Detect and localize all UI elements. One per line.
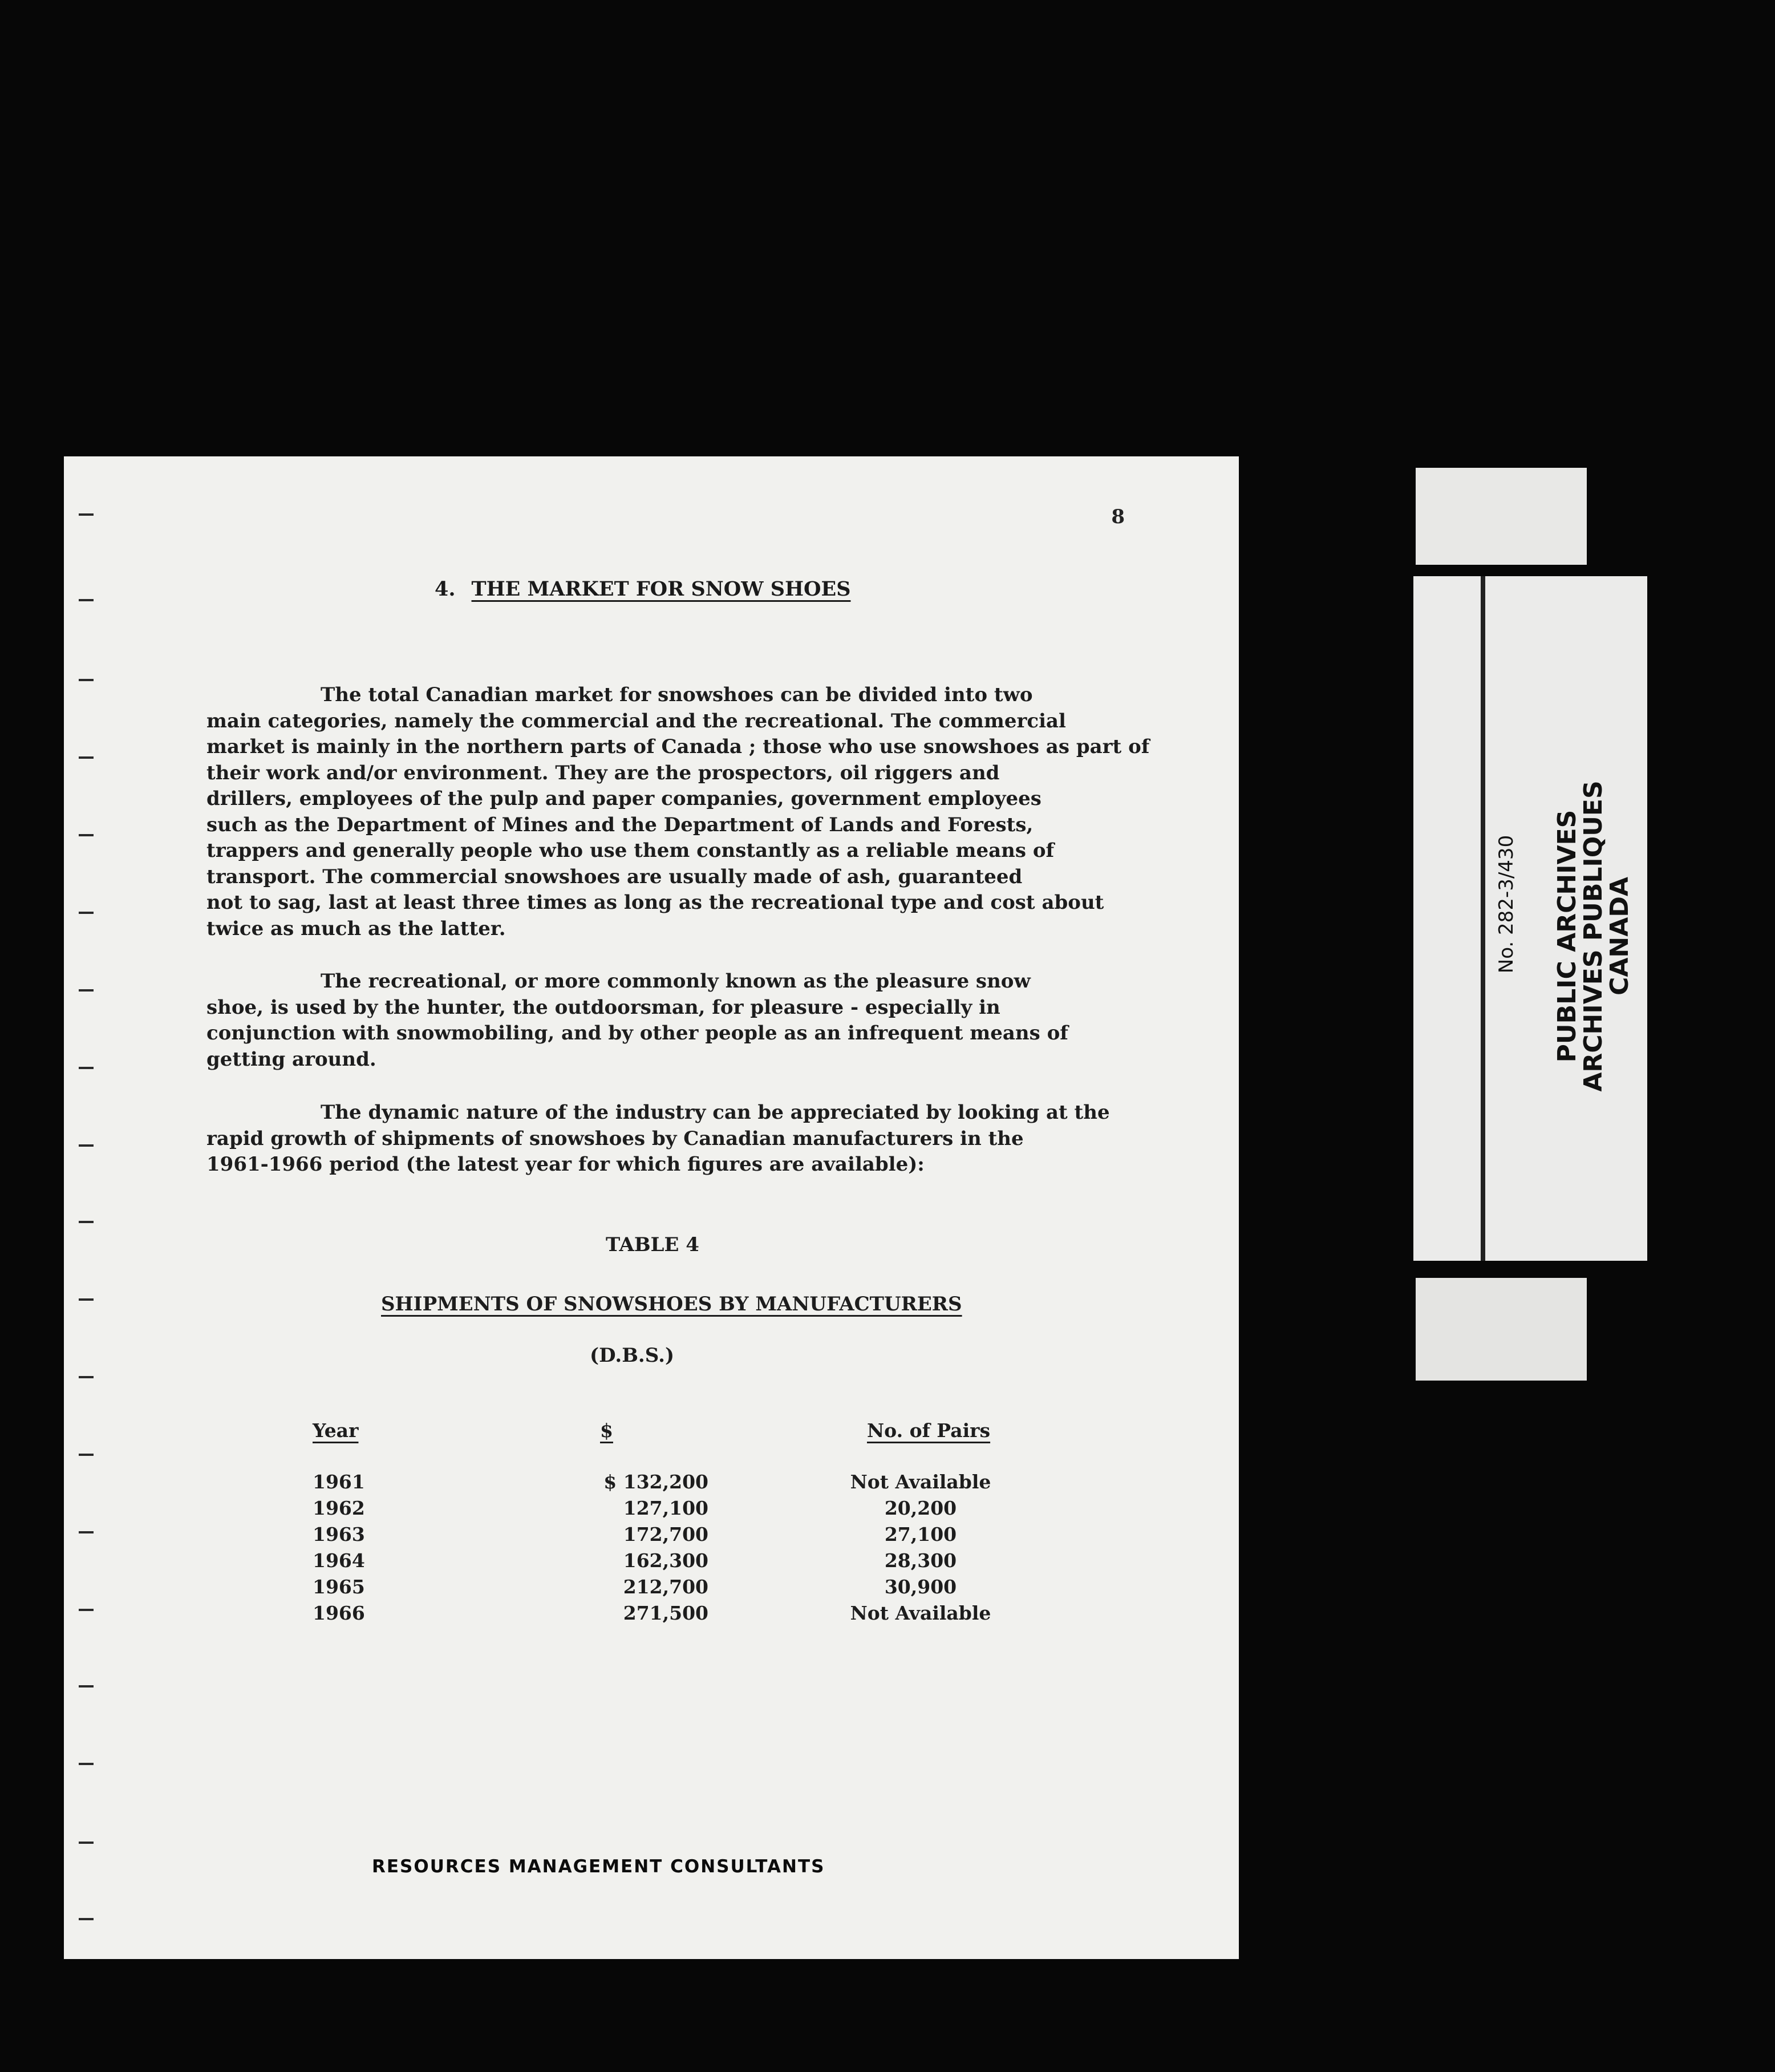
cell-dollars: 172,700 [623,1523,708,1545]
cell-dollars: 127,100 [623,1497,708,1519]
paragraph-2 [206,969,1188,1073]
text-line: rapid growth of shipments of snowshoes by Canadian manufacturers in the [206,1127,1024,1150]
text-line: The total Canadian market for snowshoes can be divided into two [321,683,1033,706]
cell-pairs: 27,100 [884,1523,957,1545]
text-line: trappers and generally people who use them constantly as a reliable means of [206,839,1055,862]
cell-pairs: 28,300 [884,1549,957,1572]
text-line: not to sag, last at least three times as long as the recreational type and cost about [206,891,1104,914]
card-bottom-strip [1416,1278,1587,1381]
cell-year: 1961 [313,1471,365,1493]
paragraph-3 [206,1100,1188,1178]
cell-pairs: 20,200 [884,1497,957,1519]
archive-stamp-text [1554,731,1663,1142]
column-header-dollars: $ [600,1419,613,1442]
text-line: market is mainly in the northern parts of Canada ; those who use snowshoes as part of [206,735,1150,758]
cell-pairs: Not Available [850,1471,991,1493]
cell-dollars: $ 132,200 [603,1471,708,1493]
section-number: 4. [435,577,456,601]
card-top-strip [1416,468,1587,565]
text-line: transport. The commercial snowshoes are usually made of ash, guaranteed [206,865,1023,888]
column-header-year: Year [313,1419,359,1442]
text-line: The recreational, or more commonly known as the pleasure snow [321,970,1031,993]
archive-line-2: ARCHIVES PUBLIQUES [1579,780,1608,1092]
page-number: 8 [1111,505,1125,528]
card-divider [1481,576,1485,1261]
document-page [64,456,1239,1959]
text-line: conjunction with snowmobiling, and by other people as an infrequent means of [206,1022,1068,1045]
column-header-pairs: No. of Pairs [867,1419,991,1442]
text-line: getting around. [206,1047,376,1071]
table-source: (D.B.S.) [590,1344,675,1367]
cell-dollars: 271,500 [623,1602,708,1624]
section-title: THE MARKET FOR SNOW SHOES [471,577,851,601]
text-line: 1961-1966 period (the latest year for which figures are available): [206,1153,925,1176]
cell-year: 1965 [313,1576,365,1598]
text-line: twice as much as the latter. [206,917,506,940]
paragraph-1 [206,682,1188,942]
text-line: The dynamic nature of the industry can be appreciated by looking at the [321,1101,1110,1124]
cell-pairs: 30,900 [884,1576,957,1598]
text-line: their work and/or environment. They are the prospectors, oil riggers and [206,761,1000,784]
cell-year: 1964 [313,1549,365,1572]
text-line: drillers, employees of the pulp and paper companies, government employees [206,787,1042,810]
cell-year: 1963 [313,1523,365,1545]
text-line: such as the Department of Mines and the Department of Lands and Forests, [206,813,1034,836]
cell-year: 1966 [313,1602,365,1624]
archive-line-3: CANADA [1605,877,1634,995]
cell-year: 1962 [313,1497,365,1519]
archive-reference-number: No. 282-3/430 [1495,835,1518,974]
text-line: main categories, namely the commercial and the recreational. The commercial [206,709,1066,733]
cell-dollars: 162,300 [623,1549,708,1572]
cell-dollars: 212,700 [623,1576,708,1598]
text-line: shoe, is used by the hunter, the outdoorsman, for pleasure - especially in [206,995,1000,1019]
footer-firm-name: RESOURCES MANAGEMENT CONSULTANTS [372,1856,825,1877]
table-title: SHIPMENTS OF SNOWSHOES BY MANUFACTURERS [381,1293,962,1316]
section-heading [435,577,850,601]
archive-line-1: PUBLIC ARCHIVES [1553,810,1582,1063]
cell-pairs: Not Available [850,1602,991,1624]
table-number: TABLE 4 [606,1233,699,1256]
